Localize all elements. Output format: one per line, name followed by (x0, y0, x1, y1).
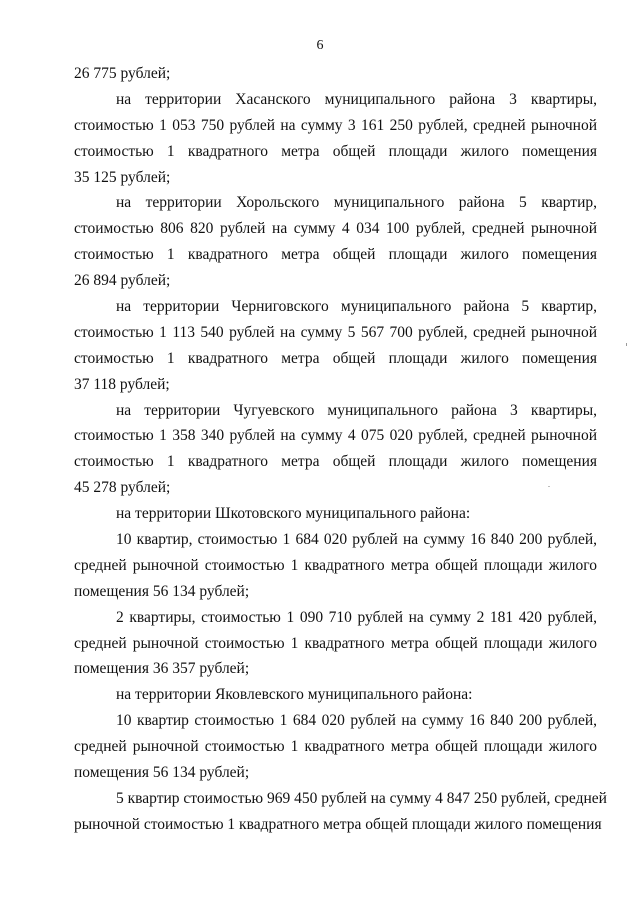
text-line: помещения 56 134 рублей; (74, 764, 250, 782)
text-line: 10 квартир, стоимостью 1 684 020 рублей на сумму 16 840 200 рублей, (116, 531, 597, 549)
text-line: на территории Яковлевского муниципального района: (116, 686, 473, 704)
text-line: стоимостью 1 квадратного метра общей площади жилого помещения (74, 246, 597, 264)
text-line: на территории Хорольского муниципального района 5 квартир, (116, 194, 597, 212)
document-body (74, 61, 607, 838)
text-line: на территории Черниговского муниципального района 5 квартир, (116, 298, 597, 316)
scan-artifact (626, 343, 627, 346)
text-line: стоимостью 1 квадратного метра общей площади жилого помещения (74, 142, 597, 160)
text-line: 5 квартир стоимостью 969 450 рублей на сумму 4 847 250 рублей, средней (116, 789, 607, 807)
text-line: помещения 36 357 рублей; (74, 660, 250, 678)
text-line: 10 квартир стоимостью 1 684 020 рублей на сумму 16 840 200 рублей, (116, 712, 597, 730)
text-line: 26 894 рублей; (74, 272, 171, 290)
text-line: стоимостью 1 113 540 рублей на сумму 5 567 700 рублей, средней рыночной (74, 323, 597, 341)
text-line: 26 775 рублей; (74, 65, 171, 82)
text-line: 2 квартиры, стоимостью 1 090 710 рублей на сумму 2 181 420 рублей, (116, 608, 597, 626)
text-line: стоимостью 1 358 340 рублей на сумму 4 075 020 рублей, средней рыночной (74, 427, 597, 445)
text-line: средней рыночной стоимостью 1 квадратного метра общей площади жилого (74, 738, 597, 756)
text-line: стоимостью 1 053 750 рублей на сумму 3 161 250 рублей, средней рыночной (74, 116, 597, 134)
text-line: помещения 56 134 рублей; (74, 582, 250, 600)
text-line: средней рыночной стоимостью 1 квадратного метра общей площади жилого (74, 634, 597, 652)
text-line: 45 278 рублей; (74, 479, 171, 497)
text-line: на территории Шкотовского муниципального района: (116, 505, 471, 523)
text-line: средней рыночной стоимостью 1 квадратного метра общей площади жилого (74, 556, 597, 574)
text-line: 35 125 рублей; (74, 168, 171, 186)
text-line: стоимостью 1 квадратного метра общей площади жилого помещения (74, 349, 597, 367)
text-line: 37 118 рублей; (74, 375, 170, 393)
text-line: стоимостью 1 квадратного метра общей площади жилого помещения (74, 453, 597, 471)
text-line: рыночной стоимостью 1 квадратного метра общей площади жилого помещения (74, 815, 602, 833)
text-line: на территории Хасанского муниципального района 3 квартиры, (116, 90, 597, 108)
text-line: стоимостью 806 820 рублей на сумму 4 034 100 рублей, средней рыночной (74, 220, 597, 238)
scan-artifact (548, 486, 550, 487)
page-number: 6 (316, 38, 324, 53)
text-line: на территории Чугуевского муниципального района 3 квартиры, (116, 401, 597, 419)
